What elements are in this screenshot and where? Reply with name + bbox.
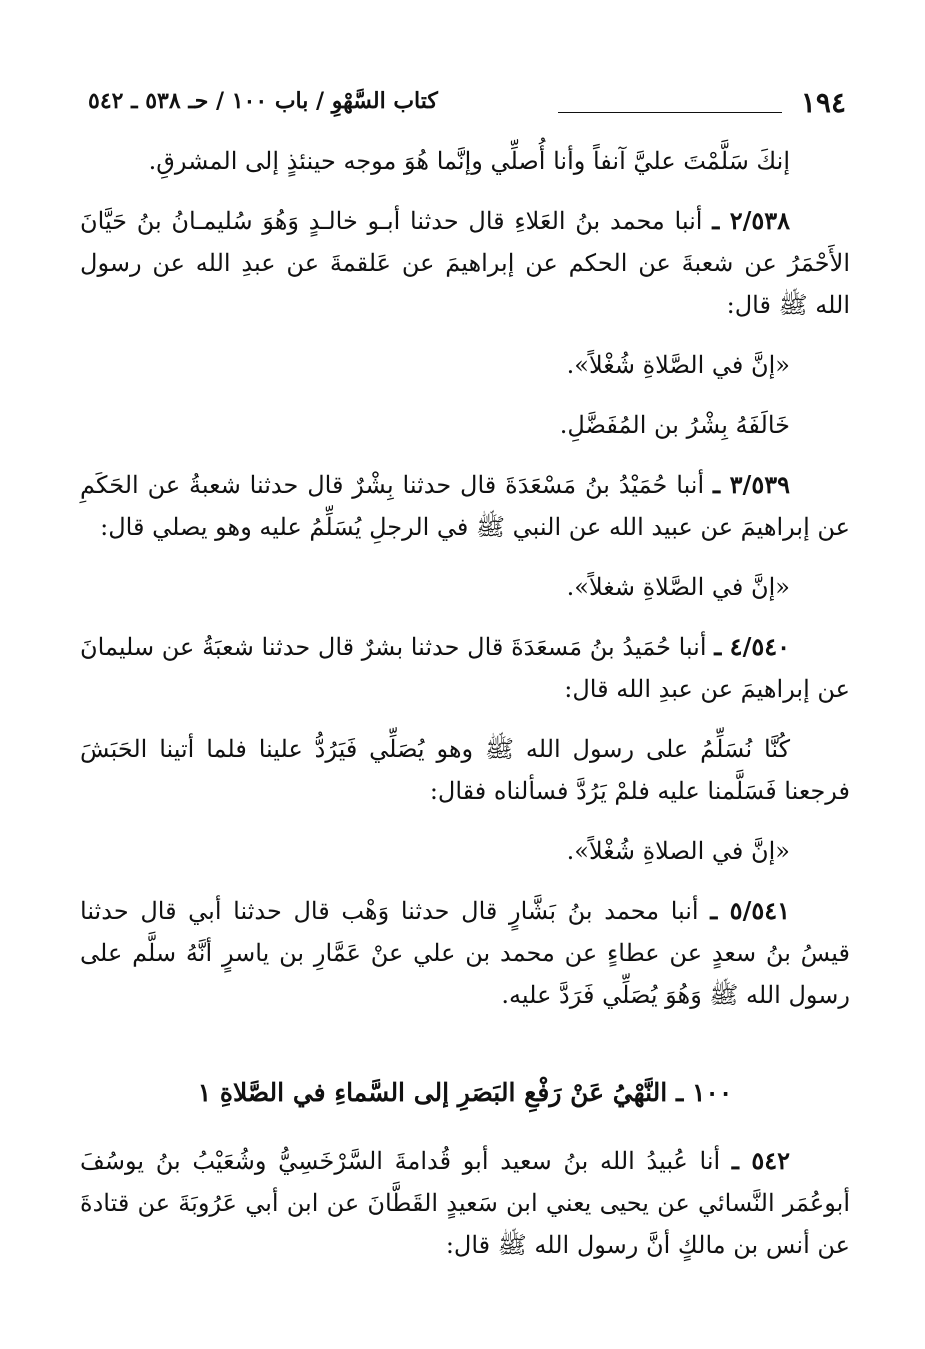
paragraph-text: أنبا حُمَيْدُ بنُ مَسْعَدَةَ قال حدثنا بِشْرٌ قال حدثنا شعبةُ عن الحَكَمِ عن إبراهيمَ عن عبيد الله عن النبي ﷺ في الرجلِ يُسَلِّمُ عليه وهو يصلي قال: — [80, 471, 850, 541]
running-head: كتاب السَّهْوِ / باب ١٠٠ / حـ ٥٣٨ ـ ٥٤٢ — [88, 88, 438, 114]
paragraph-text: كُنَّا نُسَلِّمُ على رسول الله ﷺ وهو يُصَلِّي فَيَرُدُّ علينا فلما أتينا الحَبَشَ فرجعنا فَسَلَّمنا عليه فلمْ يَرُدَّ فسألناه فقال: — [80, 735, 850, 805]
hadith-paragraph — [80, 464, 850, 548]
text-paragraph — [80, 140, 850, 182]
quoted-saying — [80, 344, 850, 386]
hadith-paragraph — [80, 1140, 850, 1266]
paragraph-text: أنبا حُمَيدُ بنُ مَسعَدَةَ قال حدثنا بشرٌ قال حدثنا شعبَةُ عن سليمانَ عن إبراهيمَ عن عبدِ الله قال: — [80, 633, 850, 703]
hadith-paragraph — [80, 200, 850, 326]
quoted-saying — [80, 566, 850, 608]
hadith-number: ٣/٥٣٩ ـ — [713, 470, 790, 499]
quoted-saying — [80, 404, 850, 446]
paragraph-text: إنكَ سَلَّمْتَ عليَّ آنفاً وأنا أُصلِّي وإنَّما هُوَ موجه حينئذٍ إلى المشرقِ. — [148, 147, 790, 175]
section-heading — [80, 1072, 850, 1114]
hadith-number: ٥/٥٤١ ـ — [710, 896, 790, 925]
paragraph-text: «إنَّ في الصَّلاةِ شغلاً». — [566, 573, 790, 601]
page-header — [88, 86, 848, 120]
paragraph-text: أنا عُبيدُ الله بنُ سعيد أبو قُدامةَ السَّرْخَسِيُّ وشُعَيْبُ بنُ يوسُفَ أبوعُمَر النَّسائي عن يحيى يعني ابن سَعيدٍ القَطَّانَ عن ابن أبي عَرُوبَةَ عن قتادةَ عن أنس بن مالكٍ أنَّ رسول الله ﷺ قال: — [80, 1147, 850, 1259]
paragraph-text: «إنَّ في الصلاةِ شُغْلاً». — [566, 837, 790, 865]
paragraph-text: أنبا محمد بنُ العَلاءِ قال حدثنا أبـو خالـدٍ وَهُوَ سُليمـانُ بنُ حَيَّانَ الأَحْمَرُ عن شعبةَ عن الحكم عن إبراهيمَ عن عَلقمةَ عن عبدِ الله عن رسول الله ﷺ قال: — [80, 207, 850, 319]
quoted-saying — [80, 830, 850, 872]
hadith-number: ٤/٥٤٠ ـ — [714, 632, 790, 661]
paragraph-text: خَالَفَهُ بِشْرُ بن المُفَضَّلِ. — [559, 411, 790, 439]
header-rule — [558, 112, 782, 113]
paragraph-text: أنبا محمد بنُ بَشَّارٍ قال حدثنا وَهْب قال حدثنا أبي قال حدثنا قيسُ بنُ سعدٍ عن عطاءٍ عن محمد بن علي عنْ عَمَّارِ بن ياسرٍ أنَّهُ سلَّم على رسول الله ﷺ وَهُوَ يُصَلِّي فَرَدَّ عليه. — [80, 897, 850, 1009]
hadith-paragraph — [80, 728, 850, 812]
paragraph-text: «إنَّ في الصَّلاةِ شُغْلاً». — [566, 351, 790, 379]
hadith-number: ٢/٥٣٨ ـ — [712, 206, 791, 235]
page-number: ١٩٤ — [800, 86, 846, 119]
hadith-paragraph — [80, 626, 850, 710]
body-text — [80, 140, 850, 1266]
paragraph-text: ١٠٠ ـ النَّهْيُ عَنْ رَفْعِ البَصَرِ إلى السَّماءِ في الصَّلاةِ ١ — [197, 1078, 733, 1107]
hadith-number: ٥٤٢ ـ — [731, 1146, 790, 1175]
hadith-paragraph — [80, 890, 850, 1016]
